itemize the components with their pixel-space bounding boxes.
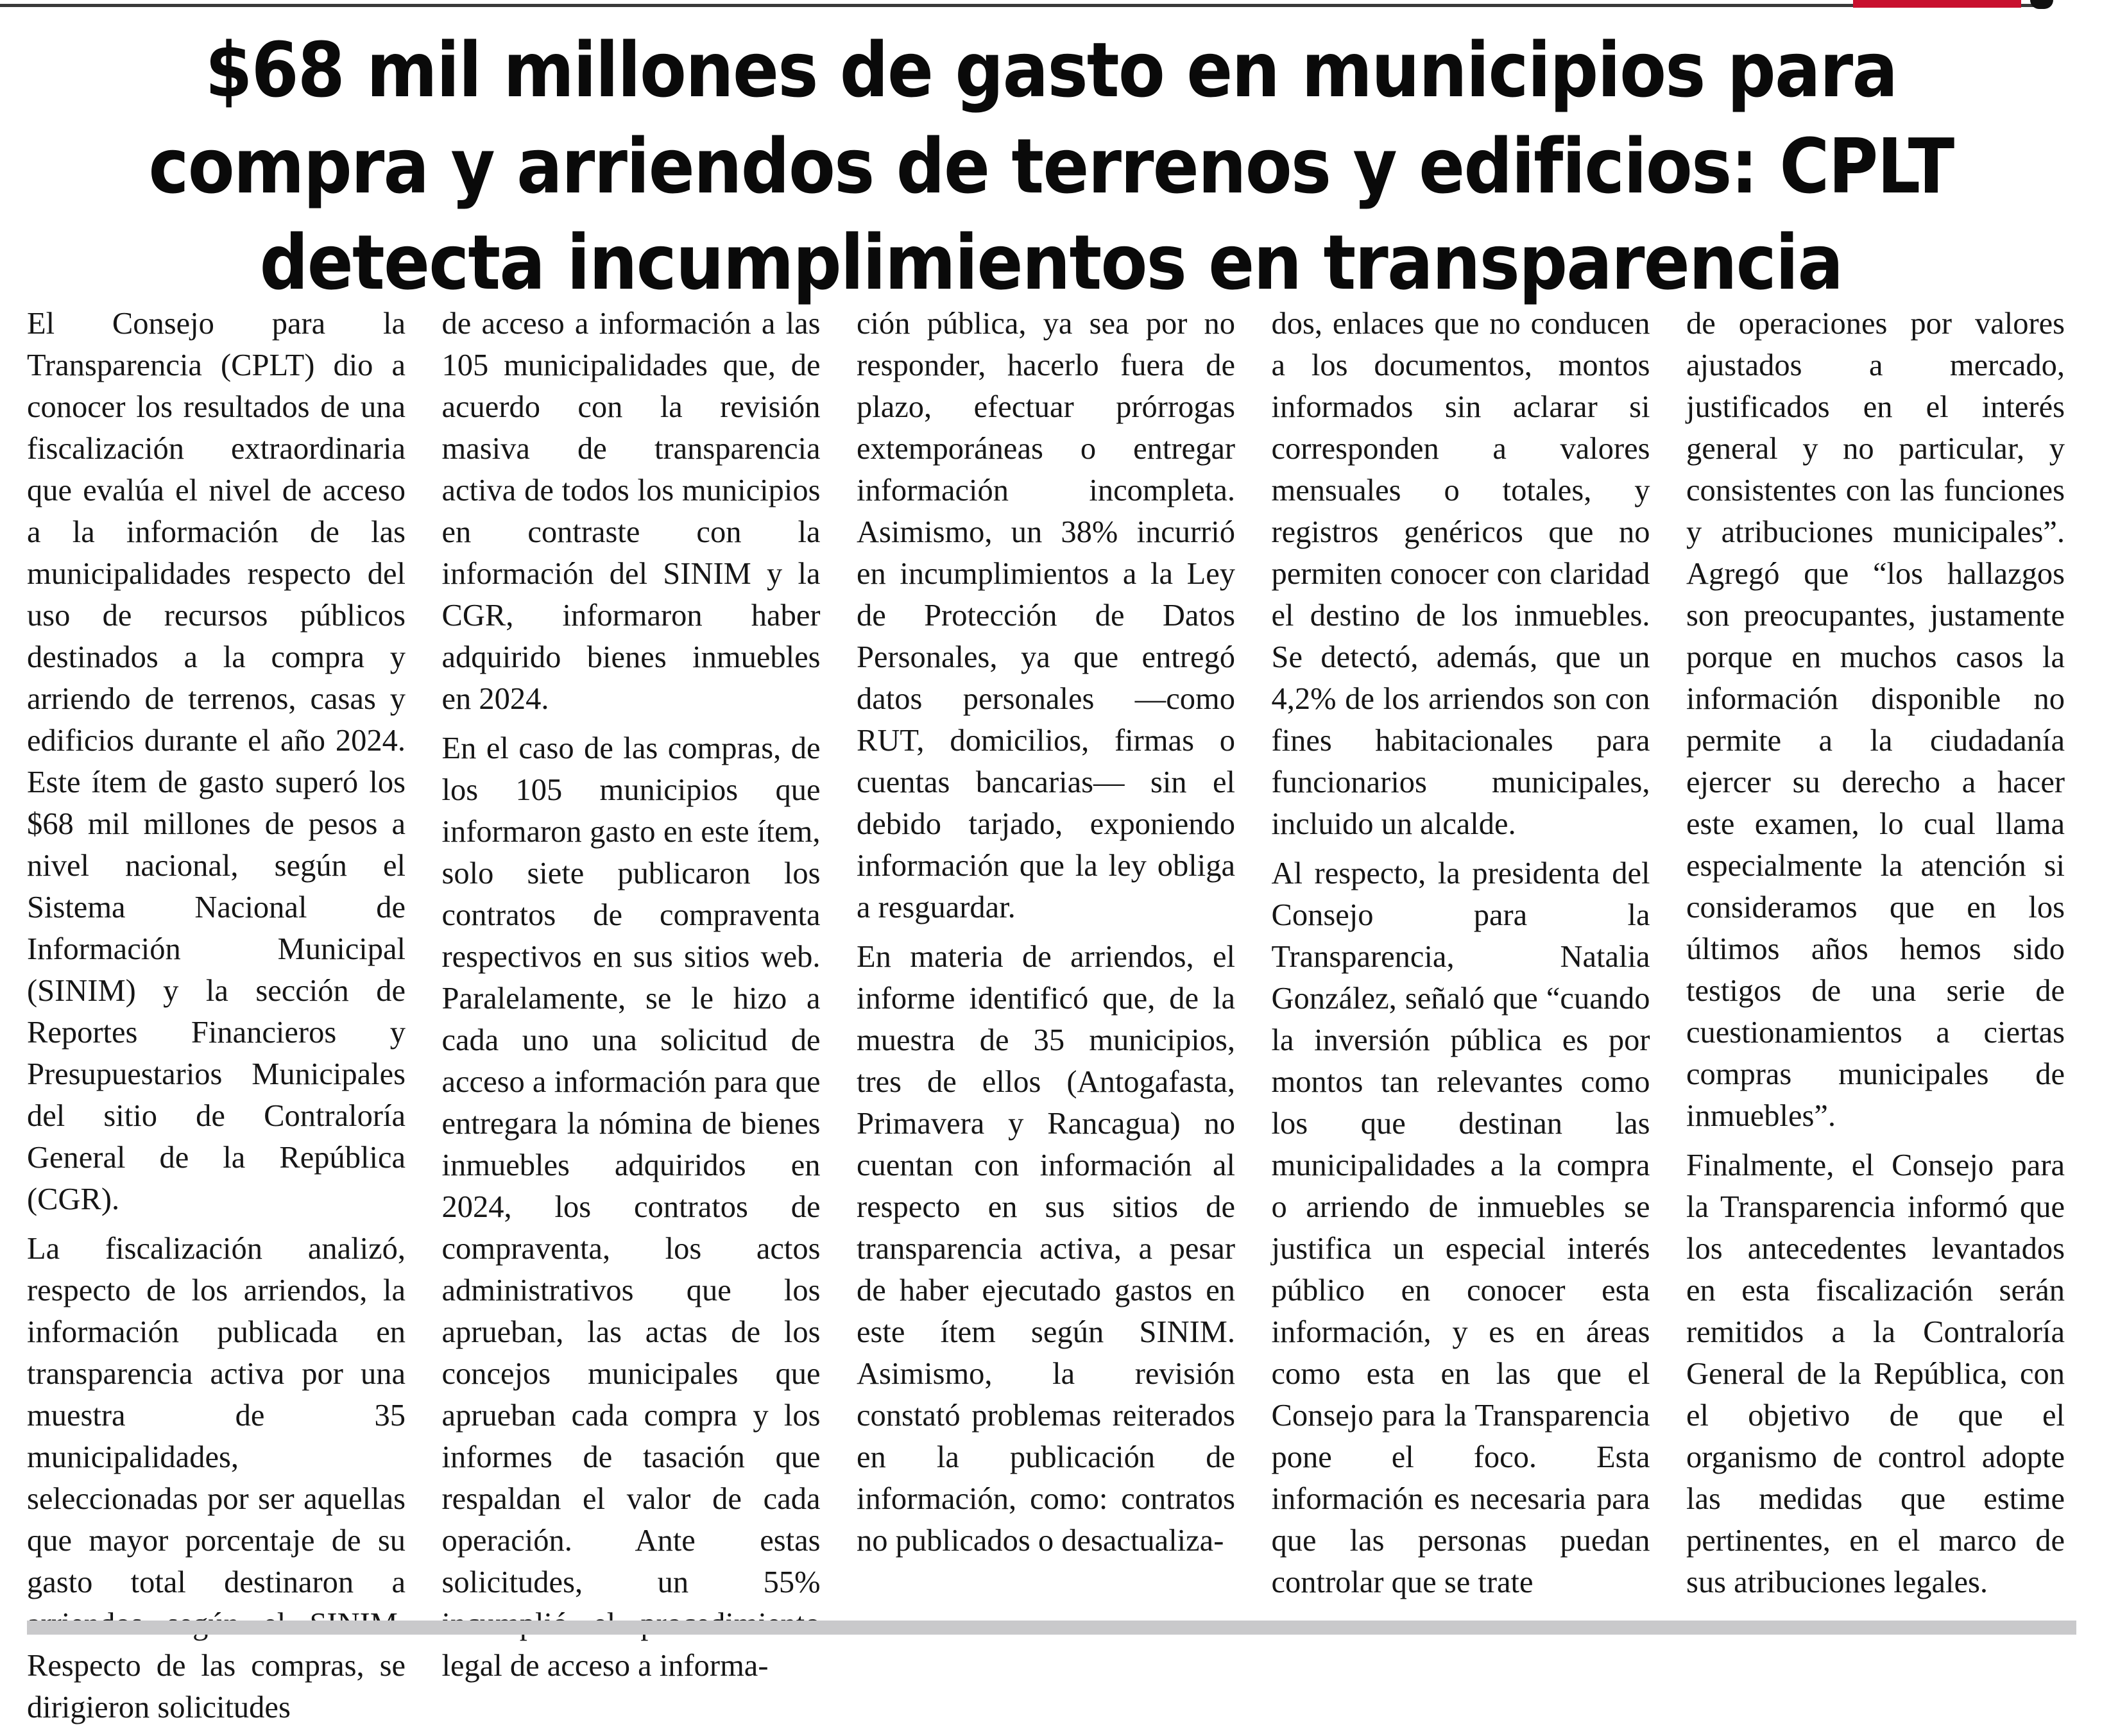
- section-tab: [1853, 0, 2021, 8]
- paragraph: de acceso a información a las 105 municipalidades que, de acuerdo con la revisión masiva de transparencia activa de todos los municipios en contraste con la información del SINIM y la CGR, informaron haber adquirido bienes inmuebles en 2024.: [441, 307, 821, 716]
- paragraph: En el caso de las compras, de los 105 municipios que informaron gasto en este ítem, solo siete publicaron los contratos de compraventa respectivos en sus sitios web. Paralelamente, se le hizo a cada uno una solicitud de acceso a información para que entregara la nómina de bienes inmuebles adquiridos en 2024, los contratos de compraventa, los actos administrativos que los aprueban, las actas de los concejos municipales que aprueban cada compra y los informes de tasación que respaldan el valor de cada operación. Ante estas solicitudes, un 55% legal de acceso a informa-: [441, 731, 821, 1683]
- headline: $68 mil millones de gasto en municipios para compra y arriendos de terrenos y edificios: CPLT detecta incumplimientos en transparencia: [148, 26, 1954, 307]
- article-column-5: [1686, 303, 2065, 1736]
- paragraph: de operaciones por valores ajustados a mercado, justificados en el interés general y no particular, y consistentes con las funciones y atribuciones municipales”. Agregó que “los hallazgos son preocupantes, justamente porque en muchos casos la información disponible no permite a la ciudadanía ejercer su derecho a hacer este examen, lo cual llama especialmente la atención si consideramos que en los últimos años hemos sido testigos de una serie de cuestionamientos a ciertas compras municipales de inmuebles”.: [1686, 307, 2065, 1133]
- article-body: [27, 303, 2065, 1736]
- paragraph: Al respecto, la presidenta del Consejo para la Transparencia, Natalia González, señaló que “cuando la inversión pública es por montos tan relevantes como los que destinan las municipalidades a la compra o arriendo de inmuebles se justifica un especial interés público en conocer esta información, y es en áreas como esta en las que el Consejo para la Transparencia pone el foco. Esta información es necesaria para que las personas puedan controlar que se trate: [1271, 856, 1650, 1599]
- bottom-divider: [27, 1621, 2076, 1635]
- article-column-1: [27, 303, 406, 1736]
- paragraph: ción pública, ya sea por no responder, hacerlo fuera de plazo, efectuar prórrogas extemporáneas o entregar información incompleta. Asimismo, un 38% incurrió en incumplimientos a la Ley de Protección de Datos Personales, ya que entregó datos personales —como RUT, domicilios, firmas o cuentas bancarias— sin el debido tarjado, exponiendo información que la ley obliga a resguardar.: [857, 307, 1235, 924]
- page-corner-mark: [2030, 0, 2053, 9]
- paragraph: El Consejo para la Transparencia (CPLT) dio a conocer los resultados de una fiscalización extraordinaria que evalúa el nivel de acceso a la información de las municipalidades respecto del uso de recursos públicos destinados a la compra y arriendo de terrenos, casas y edificios durante el año 2024. Este ítem de gasto superó los $68 mil millones de pesos a nivel nacional, según el Sistema Nacional de Información Municipal (SINIM) y la sección de Reportes Financieros y Presupuestarios Municipales del sitio de Contraloría General de la República (CGR).: [27, 307, 406, 1216]
- paragraph: La fiscalización analizó, respecto de los arriendos, la información publicada en transparencia activa por una muestra de 35 municipalidades, seleccionadas por ser aquellas que mayor porcentaje de su gasto total destinaron a Respecto de las compras, se dirigieron solicitudes: [27, 1232, 406, 1724]
- top-rule: [0, 4, 2040, 7]
- article-column-2: [442, 303, 821, 1736]
- paragraph: Finalmente, el Consejo para la Transparencia informó que los antecedentes levantados en esta fiscalización serán remitidos a la Contraloría General de la República, con el objetivo de que el organismo de control adopte las medidas que estime pertinentes, en el marco de sus atribuciones legales.: [1686, 1148, 2065, 1599]
- article-column-3: [857, 303, 1235, 1736]
- article-column-4: [1272, 303, 1650, 1736]
- paragraph: dos, enlaces que no conducen a los documentos, montos informados sin aclarar si corresponden a valores mensuales o totales, y registros genéricos que no permiten conocer con claridad el destino de los inmuebles. Se detectó, además, que un 4,2% de los arriendos son con fines habitacionales para funcionarios municipales, incluido un alcalde.: [1271, 307, 1650, 841]
- paragraph: En materia de arriendos, el informe identificó que, de la muestra de 35 municipios, tres de ellos (Antogafasta, Primavera y Rancagua) no cuentan con información al respecto en sus sitios de transparencia activa, a pesar de haber ejecutado gastos en este ítem según SINIM. Asimismo, la revisión constató problemas reiterados en la publicación de información, como: contratos no publicados o desactualiza-: [857, 940, 1235, 1558]
